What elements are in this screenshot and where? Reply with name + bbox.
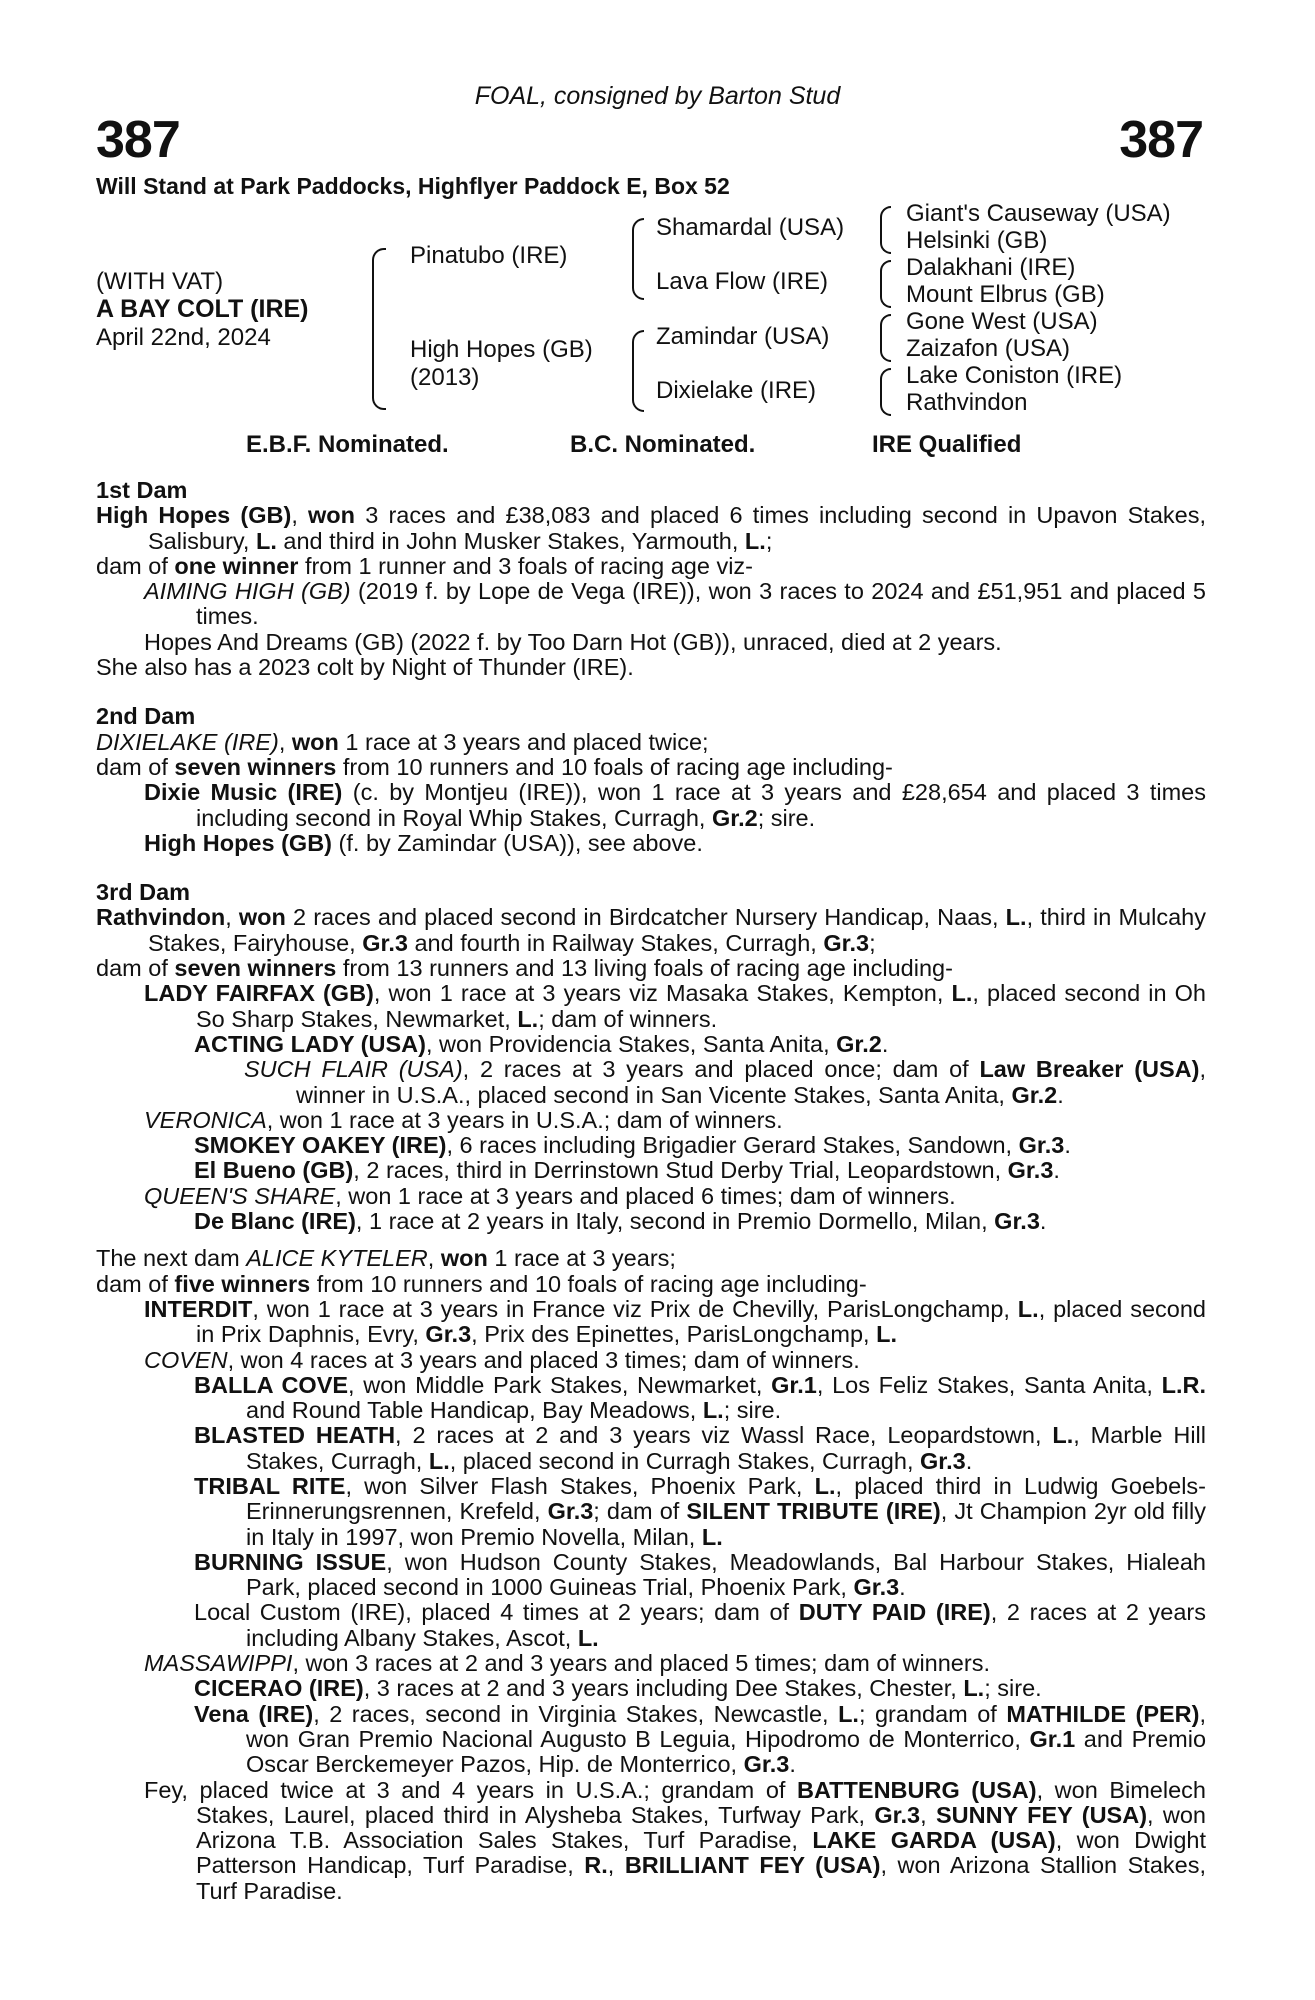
horse-name: De Blanc (IRE) [194,1208,356,1235]
horse-name: El Bueno (GB) [194,1157,354,1184]
grade: L. [876,1321,897,1348]
won-label: won [291,728,339,755]
first-dam-title: 1st Dam [96,477,188,503]
grandsire-2: Dalakhani (IRE) [906,254,1076,281]
grade: Gr.1 [1029,1725,1076,1752]
brace-g3 [880,314,891,362]
text: (c. by Montjeu (IRE)), won 1 race at 3 years and £28,654 and placed 3 times including second in Royal Whip Stakes, Curragh, [196,779,1206,831]
text: . [1053,1157,1060,1184]
text: , [427,1245,441,1272]
horse-name: TRIBAL RITE [194,1472,346,1499]
text: 2 races and placed second in Birdcatcher Nursery Handicap, Naas, [285,904,1006,931]
text: . [965,1447,973,1474]
grade: Gr.3 [823,929,870,956]
sire-sire: Shamardal (USA) [656,214,845,241]
text: dam of [96,1270,175,1297]
grade: Gr.3 [743,1751,790,1778]
sire: Pinatubo (IRE) [410,242,568,269]
produce-note: She also has a 2023 colt by Night of Thunder (IRE). [96,654,634,681]
text: ; [869,929,876,956]
section-gap [96,856,1206,880]
first-dam-record [96,503,1206,554]
produce-item [96,1778,1206,1904]
text: , placed second in Oh So Sharp Stakes, Newmarket, [196,980,1207,1032]
grade: Gr.3 [547,1498,594,1525]
consignor-line: FOAL, consigned by Barton Stud [474,82,841,110]
sire-dam: Lava Flow (IRE) [656,268,829,295]
grade: Gr.3 [425,1321,472,1348]
dam-year: (2013) [410,364,480,391]
winners-count: five winners [174,1270,311,1297]
first-dam-produce-summary [96,554,1206,579]
text: , won Arizona T.B. Association Sales Stakes, Turf Paradise, [196,1801,1207,1854]
text: Local Custom (IRE), placed 4 times at 2 years; dam of [194,1599,799,1626]
ire-qualified: IRE Qualified [872,431,1022,458]
next-dam-record [96,1246,1206,1271]
horse-name: BALLA COVE [194,1371,349,1398]
horse-name: BURNING ISSUE [194,1548,387,1575]
produce-item: Hopes And Dreams (GB) (2022 f. by Too Darn Hot (GB)), unraced, died at 2 years. [144,628,1002,655]
horse-name: MASSAWIPPI [144,1650,293,1677]
brace-g1 [880,206,891,254]
grade: Gr.3 [1007,1157,1054,1184]
grade: Gr.3 [853,1574,900,1601]
text: ; dam of winners. [538,1005,718,1032]
horse-name: DIXIELAKE (IRE) [96,728,279,755]
text: , [278,728,292,755]
winners-count: one winner [174,552,299,579]
horse-name: ACTING LADY (USA) [194,1030,426,1057]
grade: L. [838,1700,859,1727]
horse-name: High Hopes (GB) [144,829,332,856]
text: , Marble Hill Stakes, Curragh, [246,1422,1206,1474]
text: , won 3 races at 2 and 3 years and placed 5 times; dam of winners. [292,1650,990,1677]
brace-g2 [880,260,891,308]
dam-sire: Zamindar (USA) [656,323,830,350]
grade: L. [702,1397,724,1424]
text: , Los Feliz Stakes, Santa Anita, [816,1371,1162,1398]
horse-name: INTERDIT [144,1295,253,1322]
horse-name: VERONICA [144,1106,267,1133]
text: , placed second in Prix Daphnis, Evry, [196,1295,1206,1348]
grade: Gr.3 [920,1447,966,1474]
produce-item [96,1133,1206,1158]
won-label: won [308,502,356,529]
text: , 6 races including Brigadier Gerard Stakes, Sandown, [446,1132,1019,1159]
horse-name: SMOKEY OAKEY (IRE) [194,1132,447,1159]
horse-name: QUEEN'S SHARE [144,1182,336,1209]
grade: L. [1017,1295,1039,1322]
text: (f. by Zamindar (USA)), see above. [332,829,703,856]
produce-item [96,831,1206,856]
text: ; sire. [984,1675,1042,1702]
text: , [920,1801,936,1828]
horse-name: LAKE GARDA (USA) [812,1827,1056,1854]
granddam-2: Mount Elbrus (GB) [906,281,1105,308]
text: ; grandam of [858,1700,1007,1727]
text: and fourth in Railway Stakes, Curragh, [407,929,824,956]
foaling-date: April 22nd, 2024 [96,324,271,351]
dam: High Hopes (GB) [410,336,593,363]
catalogue-body [96,478,1206,1904]
granddam-3: Zaizafon (USA) [906,335,1071,362]
horse-name: ALICE KYTELER [246,1245,428,1272]
lot-number-right: 387 [1119,111,1203,169]
text: , 2 races at 3 years and placed once; dam of [462,1056,980,1083]
winners-count: seven winners [174,753,337,780]
text: , 2 races, second in Virginia Stakes, Newcastle, [313,1700,839,1727]
text: , won Silver Flash Stakes, Phoenix Park, [345,1472,815,1499]
produce-item [96,1348,1206,1373]
produce-item [96,1550,1206,1601]
text: ; dam of [593,1498,687,1525]
grade: Gr.3 [874,1801,921,1828]
produce-item [96,1600,1206,1651]
text: , [225,904,239,931]
grade: L. [951,980,973,1007]
grade: L. [577,1624,599,1651]
section-gap [96,680,1206,704]
text: , won 1 race at 3 years in U.S.A.; dam of winners. [266,1106,783,1133]
horse-name: MATHILDE (PER) [1006,1700,1200,1727]
grade: Gr.3 [994,1208,1040,1235]
produce-item [96,1184,1206,1209]
text: . [881,1030,889,1057]
grade: L. [814,1472,836,1499]
ebf-nominated: E.B.F. Nominated. [246,431,449,458]
grandsire-1: Giant's Causeway (USA) [906,200,1171,227]
grade: Gr.3 [1018,1132,1065,1159]
text: dam of [96,955,175,982]
text: ; sire. [757,804,816,831]
horse-name: Vena (IRE) [194,1700,314,1727]
won-label: won [440,1245,488,1272]
produce-item [96,780,1206,831]
horse-name: COVEN [144,1346,228,1373]
produce-item [96,1108,1206,1133]
produce-item [96,579,1206,630]
text: , Jt Champion 2yr old filly in Italy in 1997, won Premio Novella, Milan, [246,1498,1206,1550]
grade: L. [963,1675,985,1702]
next-dam-produce-summary [96,1272,1206,1297]
grade: L. [428,1447,450,1474]
text: , won Arizona Stallion Stakes, Turf Paradise. [196,1852,1206,1904]
produce-item [96,1158,1206,1183]
produce-item [96,1373,1206,1424]
text: , 2 races at 2 and 3 years viz Wassl Race, Leopardstown, [395,1422,1053,1449]
grandsire-4: Lake Coniston (IRE) [906,362,1123,389]
grade: Gr.2 [1011,1081,1058,1108]
text: and Premio Oscar Berckemeyer Pazos, Hip. de Monterrico, [246,1725,1207,1778]
text: , won Bimelech Stakes, Laurel, placed third in Alysheba Stakes, Turfway Park, [196,1776,1206,1828]
text: dam of [96,753,175,780]
text: , won Dwight Patterson Handicap, Turf Paradise, [196,1827,1206,1879]
horse-name: Dixie Music (IRE) [144,779,343,806]
text: , third in Mulcahy Stakes, Fairyhouse, [148,904,1206,956]
horse-name: DUTY PAID (IRE) [798,1599,991,1626]
text: The next dam [96,1245,247,1272]
third-dam-record [96,905,1206,956]
brace-lot [372,248,386,410]
brace-dam [632,330,644,412]
text: , 2 races at 2 years including Albany Stakes, Ascot, [246,1599,1207,1651]
grade: L. [1005,904,1027,931]
stand-location: Will Stand at Park Paddocks, Highflyer Paddock E, Box 52 [96,173,730,199]
text: , [291,502,309,529]
text: and third in John Musker Stakes, Yarmouth, [276,527,745,554]
third-dam-title: 3rd Dam [96,879,191,906]
vat-note: (WITH VAT) [96,268,224,295]
produce-item [96,1423,1206,1474]
horse-name: LADY FAIRFAX (GB) [144,980,374,1007]
text: , placed third in Ludwig Goebels-Erinnerungsrennen, Krefeld, [246,1472,1206,1525]
grade: L. [255,527,277,554]
won-label: won [238,904,286,931]
text: . [899,1574,906,1601]
text: , won 4 races at 3 years and placed 3 times; dam of winners. [227,1346,860,1373]
text: from 10 runners and 10 foals of racing age including- [310,1270,867,1297]
grandsire-3: Gone West (USA) [906,308,1098,335]
produce-item [96,981,1206,1032]
horse-name: BLASTED HEATH [194,1422,396,1449]
granddam-1: Helsinki (GB) [906,227,1048,254]
horse-name: SUNNY FEY (USA) [935,1801,1148,1828]
text: , placed second in Curragh Stakes, Curragh, [449,1447,921,1474]
text: , winner in U.S.A., placed second in San Vicente Stakes, Santa Anita, [296,1056,1206,1108]
second-dam-produce-summary [96,755,1206,780]
brace-g4 [880,368,891,416]
text: dam of [96,552,175,579]
text: , won 1 race at 3 years in France viz Prix de Chevilly, ParisLongchamp, [252,1295,1018,1322]
text: , won 1 race at 3 years and placed 6 times; dam of winners. [335,1182,956,1209]
text: , 1 race at 2 years in Italy, second in Premio Dormello, Milan, [355,1208,995,1235]
produce-item [96,1032,1206,1057]
horse-name: Rathvindon [96,904,226,931]
text: . [1064,1132,1071,1159]
grade: Gr.3 [362,929,408,956]
text: from 10 runners and 10 foals of racing age including- [336,753,893,780]
text: . [1039,1208,1047,1235]
grade: Gr.1 [771,1371,817,1398]
text: 1 race at 3 years and placed twice; [338,728,709,755]
text: , won Middle Park Stakes, Newmarket, [348,1371,772,1398]
brace-sire [632,218,644,300]
produce-item [96,1651,1206,1676]
horse-name: Law Breaker (USA) [979,1056,1200,1083]
bc-nominated: B.C. Nominated. [570,431,756,458]
produce-item [96,1702,1206,1778]
dam-dam: Dixielake (IRE) [656,377,817,404]
produce-item [96,1474,1206,1550]
text: 3 races and £38,083 and placed 6 times including second in Upavon Stakes, Salisbury, [148,502,1206,554]
winners-count: seven winners [174,955,337,982]
text: , won Gran Premio Nacional Augusto B Leguia, Hipodromo de Monterrico, [246,1700,1206,1752]
text: (2019 f. by Lope de Vega (IRE)), won 3 races to 2024 and £51,951 and placed 5 times. [196,578,1206,630]
text: , won 1 race at 3 years viz Masaka Stakes, Kempton, [373,980,952,1007]
second-dam-title: 2nd Dam [96,703,196,730]
text: ; [765,527,773,554]
text: , won Providencia Stakes, Santa Anita, [425,1030,837,1057]
produce-item [96,1297,1206,1348]
second-dam-record [96,730,1206,755]
granddam-4: Rathvindon [906,389,1028,416]
produce-item [96,1209,1206,1234]
grade: L. [1052,1422,1074,1449]
grade: Gr.2 [711,804,758,831]
horse-name: BATTENBURG (USA) [796,1776,1037,1803]
text: from 13 runners and 13 living foals of racing age including- [336,955,953,982]
text: from 1 runner and 3 foals of racing age viz- [298,552,753,579]
lot-number-left: 387 [96,111,180,169]
grade: R. [584,1852,608,1879]
grade: L. [701,1523,723,1550]
text: Fey, placed twice at 3 and 4 years in U.S.A.; grandam of [144,1776,797,1803]
text: ; sire. [723,1397,782,1424]
text: , 3 races at 2 and 3 years including Dee Stakes, Chester, [363,1675,964,1702]
text: and Round Table Handicap, Bay Meadows, [246,1397,703,1424]
grade: L. [517,1005,539,1032]
text: , 2 races, third in Derrinstown Stud Derby Trial, Leopardstown, [353,1157,1008,1184]
horse-name: CICERAO (IRE) [194,1675,364,1702]
text: . [789,1751,796,1778]
text: , [607,1852,625,1879]
text: 1 race at 3 years; [487,1245,676,1272]
horse-name: SILENT TRIBUTE (IRE) [686,1498,941,1525]
text: . [1057,1081,1064,1108]
third-dam-produce-summary [96,956,1206,981]
grade: L. [744,527,766,554]
grade: Gr.2 [836,1030,882,1057]
produce-item [96,1676,1206,1701]
grade: L.R. [1161,1371,1206,1398]
horse-name: BRILLIANT FEY (USA) [624,1852,881,1879]
produce-item [96,1057,1206,1108]
horse-name: SUCH FLAIR (USA) [244,1056,463,1083]
text: , won Hudson County Stakes, Meadowlands, Bal Harbour Stakes, Hialeah Park, placed second in 1000 Guineas Trial, Phoenix Park, [246,1548,1206,1601]
horse-name: AIMING HIGH (GB) [144,578,351,605]
lot-name: A BAY COLT (IRE) [96,295,309,323]
text: , Prix des Epinettes, ParisLongchamp, [471,1321,877,1348]
dam-name: High Hopes (GB) [96,502,292,529]
